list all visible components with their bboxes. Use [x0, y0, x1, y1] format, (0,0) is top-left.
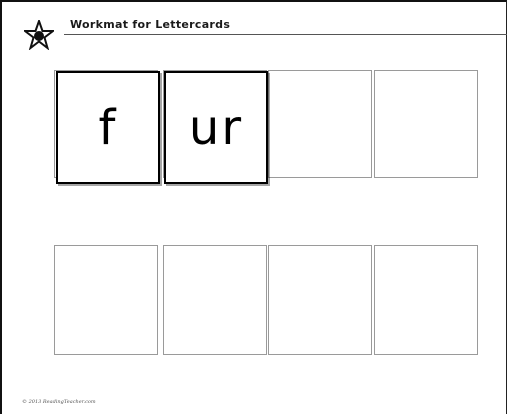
letter-card[interactable]: f: [56, 71, 160, 184]
worksheet-title: Workmat for Lettercards: [70, 18, 231, 31]
workmat-box-r1-c3: [268, 70, 372, 178]
workmat-box-r2-c1: [54, 245, 158, 355]
title-underline: [64, 34, 507, 35]
workmat-box-r2-c2: [163, 245, 267, 355]
workmat-box-r2-c4: [374, 245, 478, 355]
workmat-box-r2-c3: [268, 245, 372, 355]
copyright-footer: © 2013 ReadingTeacher.com: [22, 399, 96, 405]
star-badge-icon: [24, 20, 54, 50]
workmat-box-r1-c4: [374, 70, 478, 178]
letter-card[interactable]: ur: [164, 71, 268, 184]
